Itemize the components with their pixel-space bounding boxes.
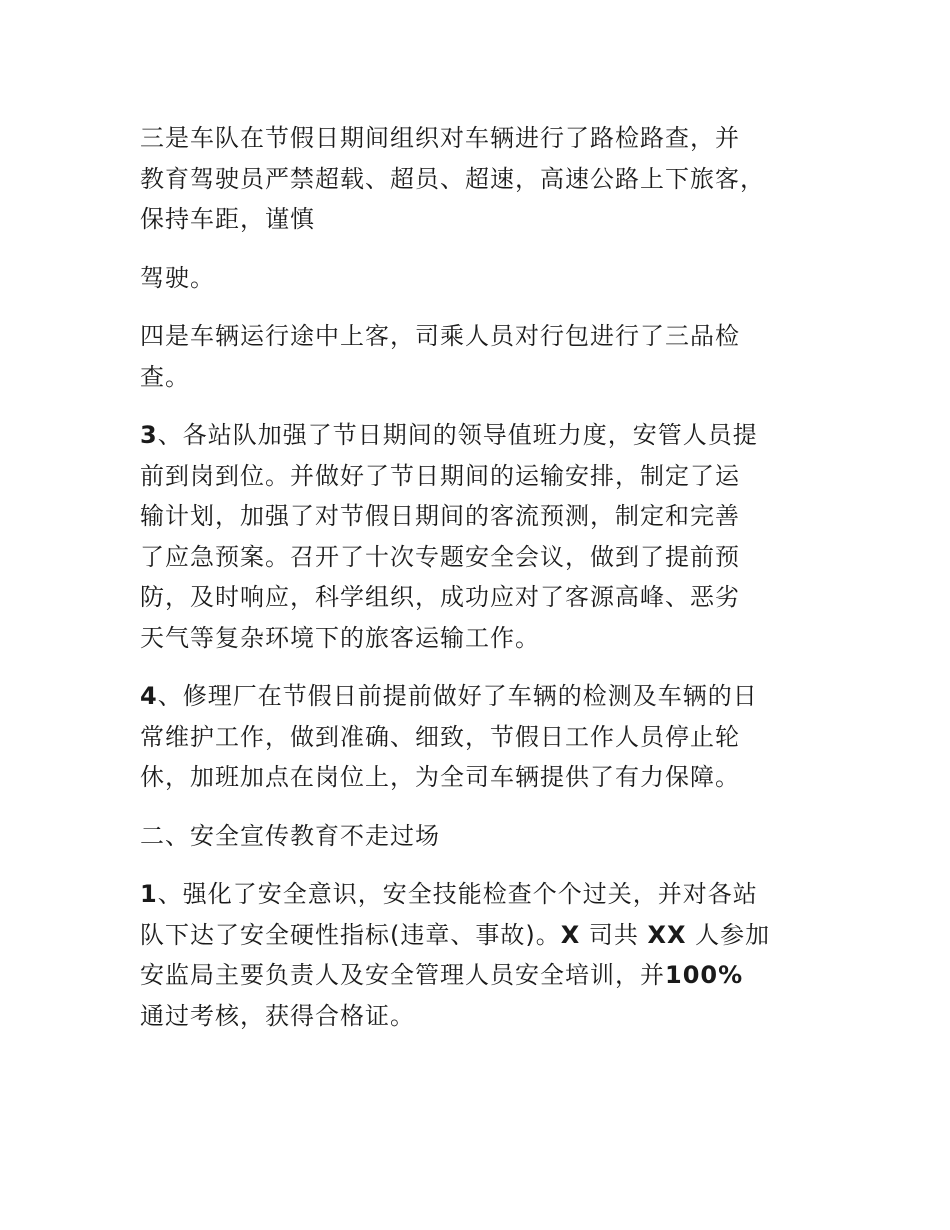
text-segment: 安监局主要负责人及安全管理人员安全培训，并	[140, 961, 665, 989]
paragraph-road-inspection	[140, 118, 812, 240]
document-page	[140, 118, 812, 1054]
text-line	[140, 955, 812, 996]
percent-value: 100%	[665, 961, 744, 989]
text-line: 四是车辆运行途中上客，司乘人员对行包进行了三品检	[140, 322, 740, 350]
text-segment: 、强化了安全意识，安全技能检查个个过关，并对各站	[157, 880, 758, 908]
text-line	[140, 915, 812, 956]
text-line: 了应急预案。召开了十次专题安全会议，做到了提前预	[140, 542, 740, 571]
text-line: 保持车距，谨慎	[140, 205, 315, 233]
item-number: 1	[140, 880, 158, 908]
text-line: 通过考核，获得合格证。	[140, 1001, 415, 1030]
text-line: 休，加班加点在岗位上，为全司车辆提供了有力保障。	[140, 763, 740, 791]
text-line: 常维护工作，做到准确、细致，节假日工作人员停止轮	[140, 722, 740, 751]
placeholder-xx: XX	[647, 920, 687, 949]
text-segment: 队下达了安全硬性指标(违章、事故)。	[140, 920, 561, 949]
text-line	[140, 874, 812, 915]
text-line: 输计划，加强了对节假日期间的客流预测，制定和完善	[140, 502, 740, 530]
text-segment: 、修理厂在节假日前提前做好了车辆的检测及车辆的日	[157, 682, 758, 710]
text-segment: 司共	[580, 920, 648, 949]
paragraph-item-4	[140, 676, 812, 798]
item-number: 4	[140, 682, 158, 710]
text-segment: 、各站队加强了节日期间的领导值班力度，安管人员提	[157, 421, 758, 449]
paragraph-item-3	[140, 415, 812, 658]
text-line: 驾驶。	[140, 263, 215, 292]
paragraph-driving	[140, 258, 812, 299]
text-line: 查。	[140, 362, 190, 391]
text-line	[140, 676, 812, 717]
text-line: 三是车队在节假日期间组织对车辆进行了路检路查，并	[140, 124, 740, 152]
heading-text: 二、安全宣传教育不走过场	[140, 821, 440, 850]
item-number: 3	[140, 421, 158, 449]
placeholder-x: X	[560, 920, 581, 949]
text-line: 教育驾驶员严禁超载、超员、超速，高速公路上下旅客，	[140, 164, 765, 193]
text-line	[140, 415, 812, 456]
paragraph-luggage-check	[140, 316, 812, 397]
paragraph-item-1	[140, 874, 812, 1036]
text-line: 前到岗到位。并做好了节日期间的运输安排，制定了运	[140, 461, 740, 490]
section-heading	[140, 816, 812, 857]
text-line: 天气等复杂环境下的旅客运输工作。	[140, 623, 540, 652]
text-segment: 人参加	[686, 920, 771, 949]
text-line: 防，及时响应，科学组织，成功应对了客源高峰、恶劣	[140, 583, 740, 611]
